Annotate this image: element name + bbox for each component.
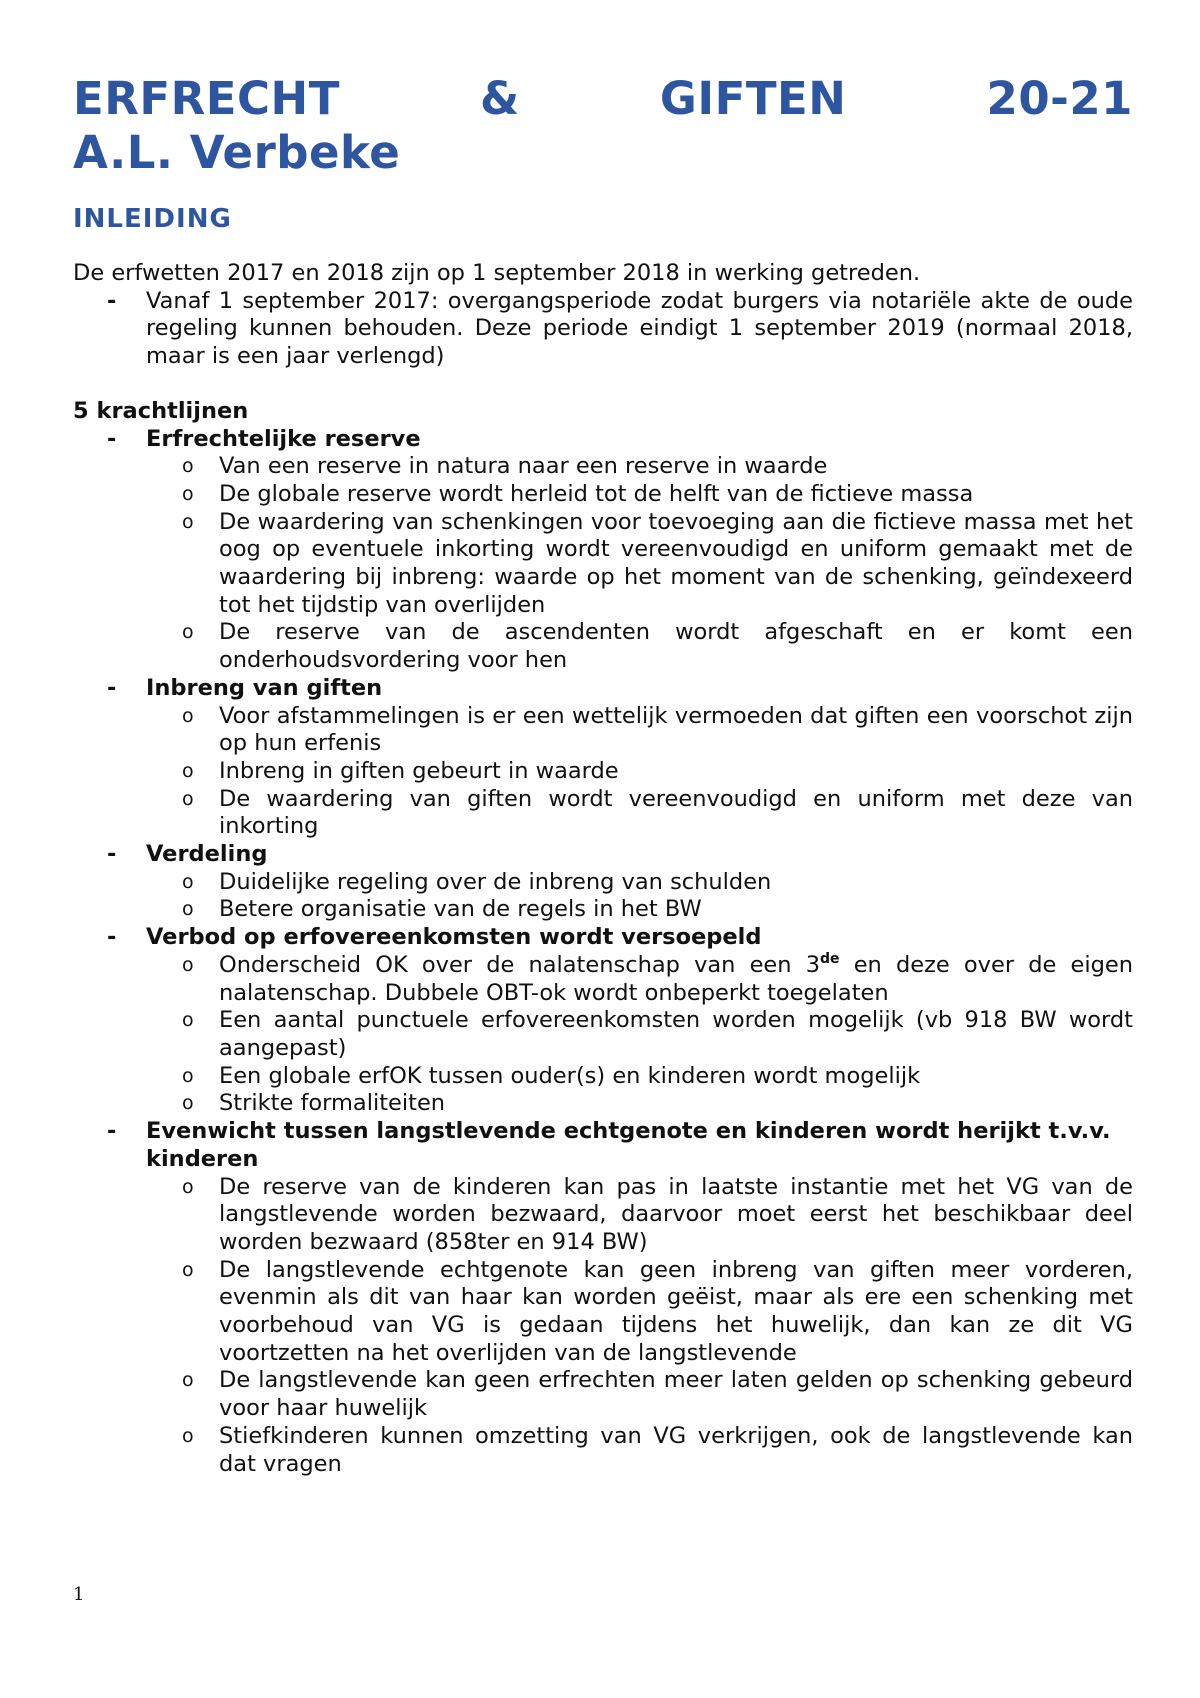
sub-item <box>73 896 1133 924</box>
sub-item <box>73 1257 1133 1368</box>
bullet-marker: o <box>182 953 194 976</box>
bullet-marker: o <box>182 1009 194 1032</box>
dash-marker: - <box>107 1118 117 1145</box>
document-body <box>73 260 1133 1478</box>
sub-item <box>73 952 1133 1007</box>
sub-item <box>73 1007 1133 1062</box>
bullet-marker: o <box>182 1175 194 1198</box>
krachtlijn-item <box>73 1118 1133 1173</box>
sub-item <box>73 1090 1133 1118</box>
sub-item <box>73 758 1133 786</box>
bullet-marker: o <box>182 870 194 893</box>
bullet-marker: o <box>182 1369 194 1392</box>
title-word: ERFRECHT <box>73 72 340 125</box>
sub-item <box>73 481 1133 509</box>
sub-item-text: Strikte formaliteiten <box>219 1090 446 1117</box>
sub-item <box>73 703 1133 758</box>
bullet-marker: o <box>182 759 194 782</box>
sub-item-text: De waardering van giften wordt vereenvoudigd en uniform met deze van inkorting <box>219 785 1133 840</box>
krachtlijnen-heading: 5 krachtlijnen <box>73 397 249 424</box>
bullet-marker: o <box>182 704 194 727</box>
krachtlijnen-list <box>73 426 1133 1479</box>
dash-item-text: Vanaf 1 september 2017: overgangsperiode zodat burgers via notariële akte de oude regeling kunnen behouden. Deze periode eindigt 1 september 2019 (normaal 2018, maar is een jaar verlengd) <box>146 287 1133 370</box>
sub-item-text: Betere organisatie van de regels in het BW <box>219 896 702 923</box>
sub-item-text: De globale reserve wordt herleid tot de helft van de fictieve massa <box>219 480 974 507</box>
bullet-marker: o <box>182 621 194 644</box>
sub-item <box>73 1174 1133 1257</box>
sub-item-text: De langstlevende echtgenote kan geen inbreng van giften meer vorderen, evenmin als dit van haar kan worden geëist, maar als ere een schenking met voorbehoud van VG is gedaan tijdens het huwelijk, dan kan ze dit VG voortzetten na het overlijden van de langstlevende <box>219 1256 1133 1366</box>
sub-item-text: Een globale erfOK tussen ouder(s) en kinderen wordt mogelijk <box>219 1062 921 1089</box>
sub-item-text: Een aantal punctuele erfovereenkomsten worden mogelijk (vb 918 BW wordt aangepast) <box>219 1007 1133 1061</box>
intro-paragraph: De erfwetten 2017 en 2018 zijn op 1 september 2018 in werking getreden. <box>73 260 921 286</box>
ordinal-superscript: de <box>820 950 840 967</box>
document-page <box>73 0 1133 1478</box>
sub-item-text: Voor afstammelingen is er een wettelijk vermoeden dat giften een voorschot zijn op hun erfenis <box>219 702 1133 757</box>
title-word: & <box>480 72 520 125</box>
krachtlijn-item <box>73 841 1133 869</box>
sub-item <box>73 1367 1133 1422</box>
krachtlijn-item <box>73 924 1133 952</box>
sub-item-text: De reserve van de ascendenten wordt afgeschaft en er komt een onderhoudsvordering voor hen <box>219 619 1133 674</box>
dash-marker: - <box>107 425 117 452</box>
sub-item-text: Stiefkinderen kunnen omzetting van VG verkrijgen, ook de langstlevende kan dat vragen <box>219 1422 1133 1477</box>
dash-marker: - <box>107 924 117 951</box>
title-word: GIFTEN <box>659 72 847 125</box>
document-title <box>73 72 1133 180</box>
krachtlijn-item <box>73 426 1133 454</box>
sub-item-text: Van een reserve in natura naar een reserve in waarde <box>219 453 828 480</box>
dash-marker: - <box>107 674 117 701</box>
dash-marker: - <box>107 841 117 868</box>
bullet-marker: o <box>182 787 194 810</box>
krachtlijn-item <box>73 675 1133 703</box>
sub-item <box>73 1423 1133 1478</box>
bullet-marker: o <box>182 1258 194 1281</box>
bullet-marker: o <box>182 898 194 921</box>
bullet-marker: o <box>182 1424 194 1447</box>
sub-item <box>73 619 1133 674</box>
sub-item <box>73 453 1133 481</box>
bullet-marker: o <box>182 1092 194 1115</box>
title-line-2: A.L. Verbeke <box>73 126 401 179</box>
bullet-marker: o <box>182 1064 194 1087</box>
krachtlijn-label: Erfrechtelijke reserve <box>146 425 421 452</box>
sub-item-text <box>219 952 1133 1007</box>
dash-marker: - <box>107 287 117 314</box>
text-after-superscript: en deze over de eigen nalatenschap. Dubbele OBT-ok wordt onbeperkt toegelaten <box>219 951 1133 1006</box>
sub-item-text: Inbreng in giften gebeurt in waarde <box>219 757 619 784</box>
sub-item <box>73 509 1133 620</box>
sub-item <box>73 786 1133 841</box>
page-number: 1 <box>73 1584 85 1605</box>
krachtlijn-label: Verdeling <box>146 841 268 868</box>
title-word: 20-21 <box>986 72 1133 125</box>
section-heading: INLEIDING <box>73 204 232 234</box>
bullet-marker: o <box>182 482 194 505</box>
title-line-1 <box>73 72 1133 126</box>
krachtlijn-label: Verbod op erfovereenkomsten wordt versoepeld <box>146 924 762 951</box>
sub-item-text: De waardering van schenkingen voor toevoeging aan die fictieve massa met het oog op eventuele inkorting wordt vereenvoudigd en uniform gemaakt met de waardering bij inbreng: waarde op het moment van de schenking, geïndexeerd tot het tijdstip van overlijden <box>219 508 1133 618</box>
intro-dash-item <box>73 288 1133 371</box>
text-before-superscript: Onderscheid OK over de nalatenschap van een 3 <box>219 951 821 978</box>
sub-item-text: De reserve van de kinderen kan pas in laatste instantie met het VG van de langstlevende worden bezwaard, daarvoor moet eerst het beschikbaar deel worden bezwaard (858ter en 914 BW) <box>219 1173 1133 1255</box>
bullet-marker: o <box>182 510 194 533</box>
sub-item-text: Duidelijke regeling over de inbreng van schulden <box>219 868 772 895</box>
krachtlijn-label: Evenwicht tussen langstlevende echtgenote en kinderen wordt herijkt t.v.v. kinderen <box>146 1118 1111 1172</box>
sub-item-text: De langstlevende kan geen erfrechten meer laten gelden op schenking gebeurd voor haar huwelijk <box>219 1367 1133 1422</box>
sub-item <box>73 869 1133 897</box>
bullet-marker: o <box>182 455 194 478</box>
sub-item <box>73 1063 1133 1091</box>
krachtlijn-label: Inbreng van giften <box>146 674 383 701</box>
